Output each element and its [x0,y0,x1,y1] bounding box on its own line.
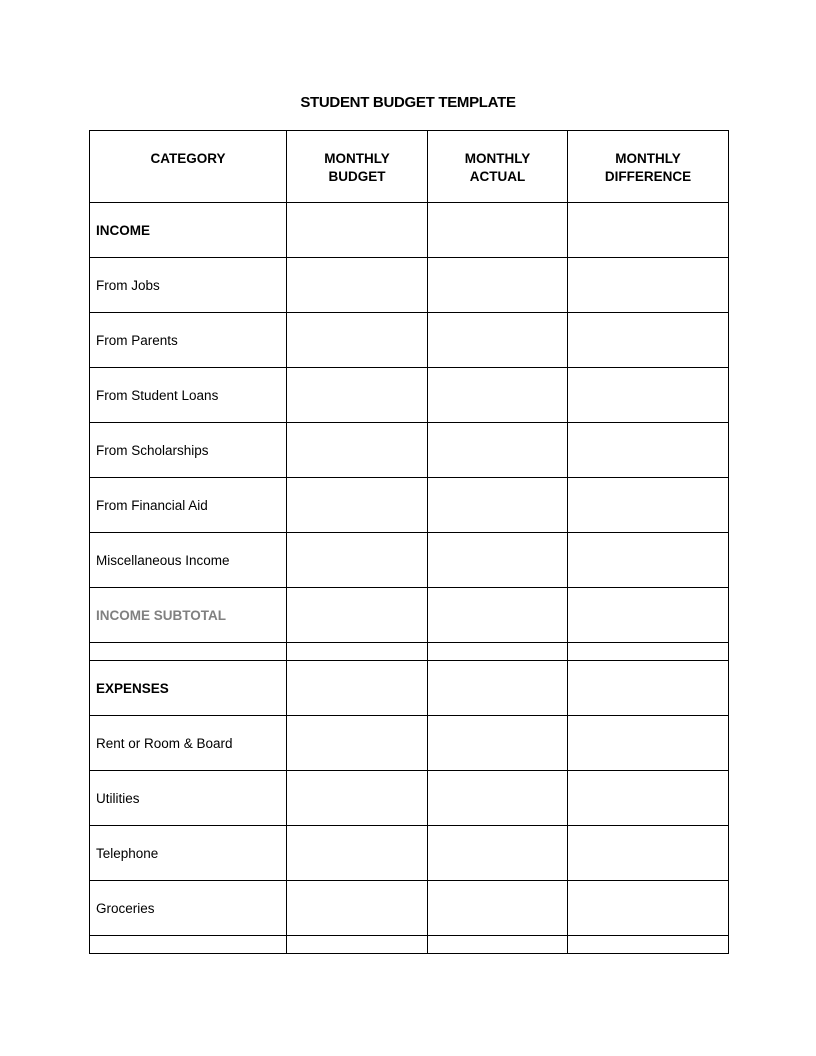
monthly-actual-header-line-2: ACTUAL [469,169,526,184]
monthly-difference-cell [568,588,729,643]
monthly-difference-cell [568,826,729,881]
monthly-budget-cell [287,881,428,936]
monthly-actual-cell [428,881,568,936]
monthly-budget-cell [287,313,428,368]
category-cell [90,478,287,533]
monthly-difference-cell [568,661,729,716]
monthly-actual-cell [428,258,568,313]
category-label: From Student Loans [96,387,219,403]
spacer-row [90,643,729,661]
monthly-actual-cell [428,313,568,368]
table-row [90,881,729,936]
monthly-actual-cell [428,368,568,423]
table-row [90,533,729,588]
monthly-actual-cell [428,423,568,478]
table-row [90,478,729,533]
monthly-budget-cell [287,936,428,954]
category-cell [90,368,287,423]
monthly-difference-cell [568,533,729,588]
monthly-actual-cell [428,716,568,771]
monthly-actual-cell [428,771,568,826]
category-label: Rent or Room & Board [96,735,233,751]
budget-table [89,130,729,954]
category-cell [90,203,287,258]
category-label: From Parents [96,332,178,348]
monthly-budget-cell [287,588,428,643]
monthly-budget-cell [287,423,428,478]
monthly-difference-cell [568,368,729,423]
monthly-actual-cell [428,533,568,588]
section-row [90,661,729,716]
monthly-budget-cell [287,826,428,881]
table-row [90,826,729,881]
category-cell [90,716,287,771]
monthly-actual-cell [428,478,568,533]
monthly-actual-cell [428,661,568,716]
monthly-budget-cell [287,643,428,661]
monthly-difference-cell [568,771,729,826]
section-row [90,203,729,258]
category-header [90,131,287,203]
monthly-difference-cell [568,881,729,936]
header-row [90,131,729,203]
subtotal-row [90,588,729,643]
monthly-difference-cell [568,423,729,478]
category-cell [90,313,287,368]
monthly-difference-cell [568,313,729,368]
monthly-budget-cell [287,533,428,588]
category-label: From Jobs [96,277,160,293]
monthly-budget-cell [287,661,428,716]
monthly-actual-header-line-1: MONTHLY [464,151,531,166]
category-label: From Financial Aid [96,497,208,513]
category-cell [90,533,287,588]
table-row [90,368,729,423]
category-label: Miscellaneous Income [96,552,230,568]
category-label: Telephone [96,845,159,861]
table-row [90,423,729,478]
monthly-difference-header-line-2: DIFFERENCE [604,169,692,184]
monthly-actual-cell [428,588,568,643]
monthly-difference-cell [568,716,729,771]
monthly-budget-cell [287,368,428,423]
monthly-actual-cell [428,203,568,258]
monthly-difference-header [568,131,729,203]
category-label: INCOME SUBTOTAL [96,607,226,623]
monthly-difference-header-line-1: MONTHLY [615,151,681,166]
category-cell [90,643,287,661]
table-row [90,258,729,313]
monthly-budget-cell [287,478,428,533]
monthly-difference-cell [568,258,729,313]
monthly-difference-cell [568,936,729,954]
category-cell [90,771,287,826]
monthly-budget-cell [287,258,428,313]
monthly-difference-cell [568,478,729,533]
category-cell [90,588,287,643]
monthly-budget-header [287,131,428,203]
monthly-budget-cell [287,716,428,771]
category-label: INCOME [96,222,150,238]
category-label: From Scholarships [96,442,209,458]
category-label: EXPENSES [96,680,169,696]
category-cell [90,936,287,954]
monthly-difference-cell [568,203,729,258]
budget-body [90,203,729,954]
category-cell [90,826,287,881]
monthly-actual-header [428,131,568,203]
category-cell [90,661,287,716]
table-row [90,771,729,826]
monthly-budget-header-line-2: BUDGET [328,169,386,184]
category-label: Groceries [96,900,155,916]
category-cell [90,258,287,313]
monthly-difference-cell [568,643,729,661]
category-cell [90,423,287,478]
document-title: STUDENT BUDGET TEMPLATE [300,94,516,111]
monthly-budget-header-line-1: MONTHLY [324,151,390,166]
table-row [90,313,729,368]
category-label: Utilities [96,790,140,806]
spacer-row [90,936,729,954]
category-cell [90,881,287,936]
monthly-budget-cell [287,771,428,826]
monthly-actual-cell [428,826,568,881]
category-header-label: CATEGORY [150,151,226,166]
monthly-actual-cell [428,936,568,954]
monthly-actual-cell [428,643,568,661]
monthly-budget-cell [287,203,428,258]
table-row [90,716,729,771]
